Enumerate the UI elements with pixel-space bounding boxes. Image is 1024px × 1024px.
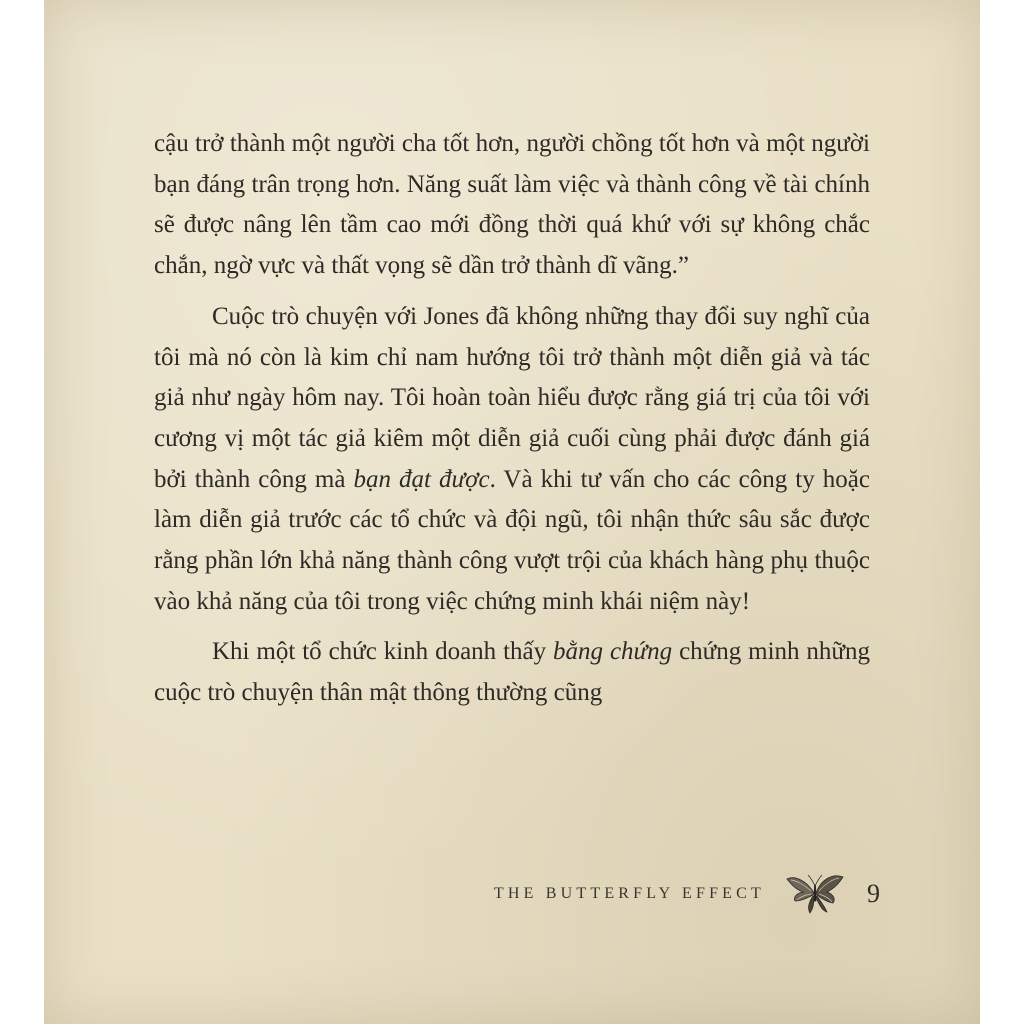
butterfly-icon: [783, 871, 847, 917]
paragraph-3: [154, 632, 870, 713]
paragraph-2: [154, 297, 870, 623]
page-number: 9: [867, 879, 880, 908]
page-footer: [380, 874, 880, 914]
paragraph-2-text-a: Cuộc trò chuyện với Jones đã không những thay đổi suy nghĩ của tôi mà nó còn là kim chỉ nam hướng tôi trở thành một diễn giả và tác giả như ngày hôm nay. Tôi hoàn toàn hiểu được rằng giá trị của tôi với cương vị một tác giả kiêm một diễn giả cuối cùng phải được đánh giá bởi thành công mà: [154, 302, 870, 493]
paragraph-3-text-a: Khi một tổ chức kinh doanh thấy: [212, 638, 554, 666]
paragraph-2-text-b: . Và khi tư vấn cho các công ty hoặc làm diễn giả trước các tổ chức và đội ngũ, tôi nhận thức sâu sắc được rằng phần lớn khả năng thành công vượt trội của khách hàng phụ thuộc vào khả năng của tôi trong việc chứng minh khái niệm này!: [154, 465, 870, 615]
paragraph-3-emphasis: bằng chứng: [553, 638, 673, 666]
running-head: THE BUTTERFLY EFFECT: [493, 885, 765, 902]
book-page: [44, 0, 980, 1024]
body-text: [154, 124, 870, 714]
paragraph-3-text-b: chứng minh những cuộc trò chuyện thân mật thông thường cũng: [154, 638, 870, 707]
paragraph-2-emphasis: bạn đạt được: [353, 465, 490, 493]
paragraph-1-text: cậu trở thành một người cha tốt hơn, người chồng tốt hơn và một người bạn đáng trân trọng hơn. Năng suất làm việc và thành công về tài chính sẽ được nâng lên tầm cao mới đồng thời quá khứ với sự không chắc chắn, ngờ vực và thất vọng sẽ dần trở thành dĩ vãng.”: [154, 130, 870, 280]
paragraph-1: [154, 124, 870, 287]
